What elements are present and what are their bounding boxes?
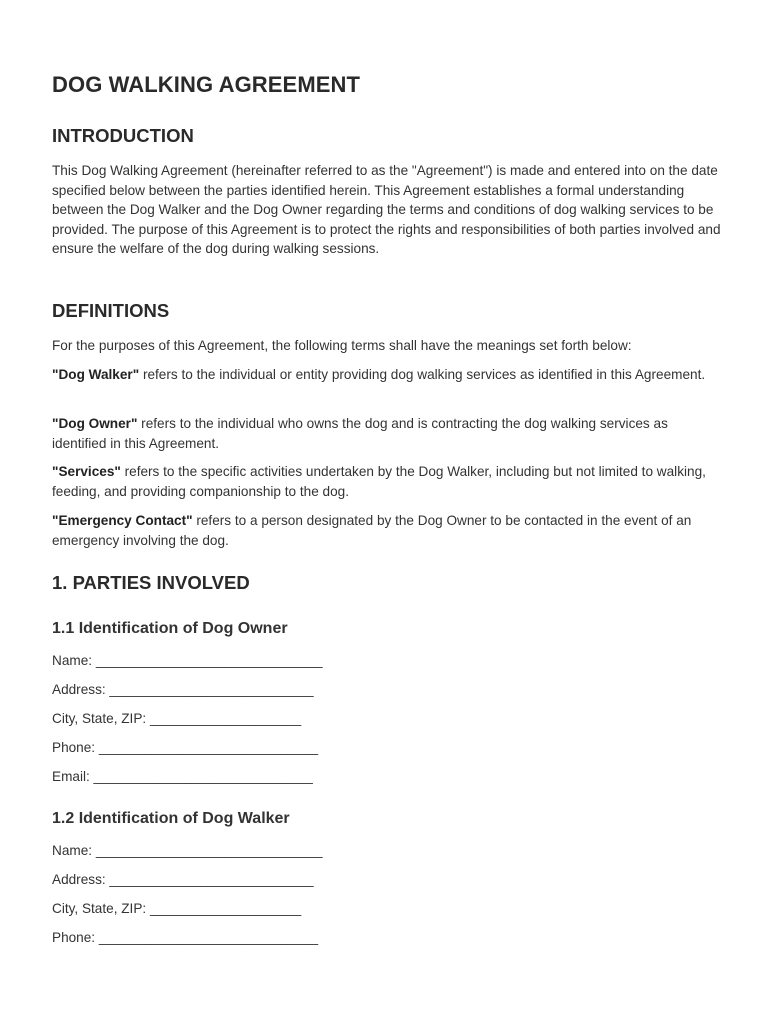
definition-term: "Services" bbox=[52, 464, 121, 479]
walker-city-state-zip-field[interactable]: City, State, ZIP: ____________________ bbox=[52, 901, 302, 916]
walker-name-field[interactable]: Name: ______________________________ bbox=[52, 843, 323, 858]
definition-term: "Dog Walker" bbox=[52, 367, 140, 382]
owner-city-state-zip-field[interactable]: City, State, ZIP: ____________________ bbox=[52, 711, 302, 726]
definition-text: refers to the specific activities undertaken by the Dog Walker, including but not limited to walking, feeding, and providing companionship to the dog. bbox=[52, 464, 706, 499]
owner-email-field[interactable]: Email: _____________________________ bbox=[52, 769, 313, 784]
owner-name-field[interactable]: Name: ______________________________ bbox=[52, 653, 323, 668]
definition-item bbox=[52, 414, 722, 453]
document-title: DOG WALKING AGREEMENT bbox=[52, 72, 361, 97]
walker-section-heading: 1.2 Identification of Dog Walker bbox=[52, 810, 290, 827]
definition-item bbox=[52, 365, 722, 385]
introduction-heading: INTRODUCTION bbox=[52, 125, 194, 146]
introduction-paragraph: This Dog Walking Agreement (hereinafter referred to as the "Agreement") is made and entered into on the date specified below between the parties identified herein. This Agreement establishes a formal understanding between the Dog Walker and the Dog Owner regarding the terms and conditions of dog walking services to be provided. The purpose of this Agreement is to protect the rights and responsibilities of both parties involved and ensure the welfare of the dog during walking sessions. bbox=[52, 163, 721, 257]
owner-section-heading: 1.1 Identification of Dog Owner bbox=[52, 620, 288, 637]
parties-heading: 1. PARTIES INVOLVED bbox=[52, 572, 250, 593]
definition-term: "Dog Owner" bbox=[52, 416, 138, 431]
definition-text: refers to a person designated by the Dog Owner to be contacted in the event of an emergency involving the dog. bbox=[52, 513, 692, 548]
definition-item bbox=[52, 462, 722, 501]
definition-item bbox=[52, 511, 722, 550]
definitions-heading: DEFINITIONS bbox=[52, 300, 170, 321]
definition-term: "Emergency Contact" bbox=[52, 513, 193, 528]
definition-text: refers to the individual or entity providing dog walking services as identified in this Agreement. bbox=[139, 367, 706, 382]
definition-text: refers to the individual who owns the dog and is contracting the dog walking services as identified in this Agreement. bbox=[52, 416, 668, 451]
definitions-intro: For the purposes of this Agreement, the following terms shall have the meanings set forth below: bbox=[52, 338, 632, 353]
owner-phone-field[interactable]: Phone: _____________________________ bbox=[52, 740, 319, 755]
walker-phone-field[interactable]: Phone: _____________________________ bbox=[52, 930, 319, 945]
walker-address-field[interactable]: Address: ___________________________ bbox=[52, 872, 314, 887]
owner-address-field[interactable]: Address: ___________________________ bbox=[52, 682, 314, 697]
